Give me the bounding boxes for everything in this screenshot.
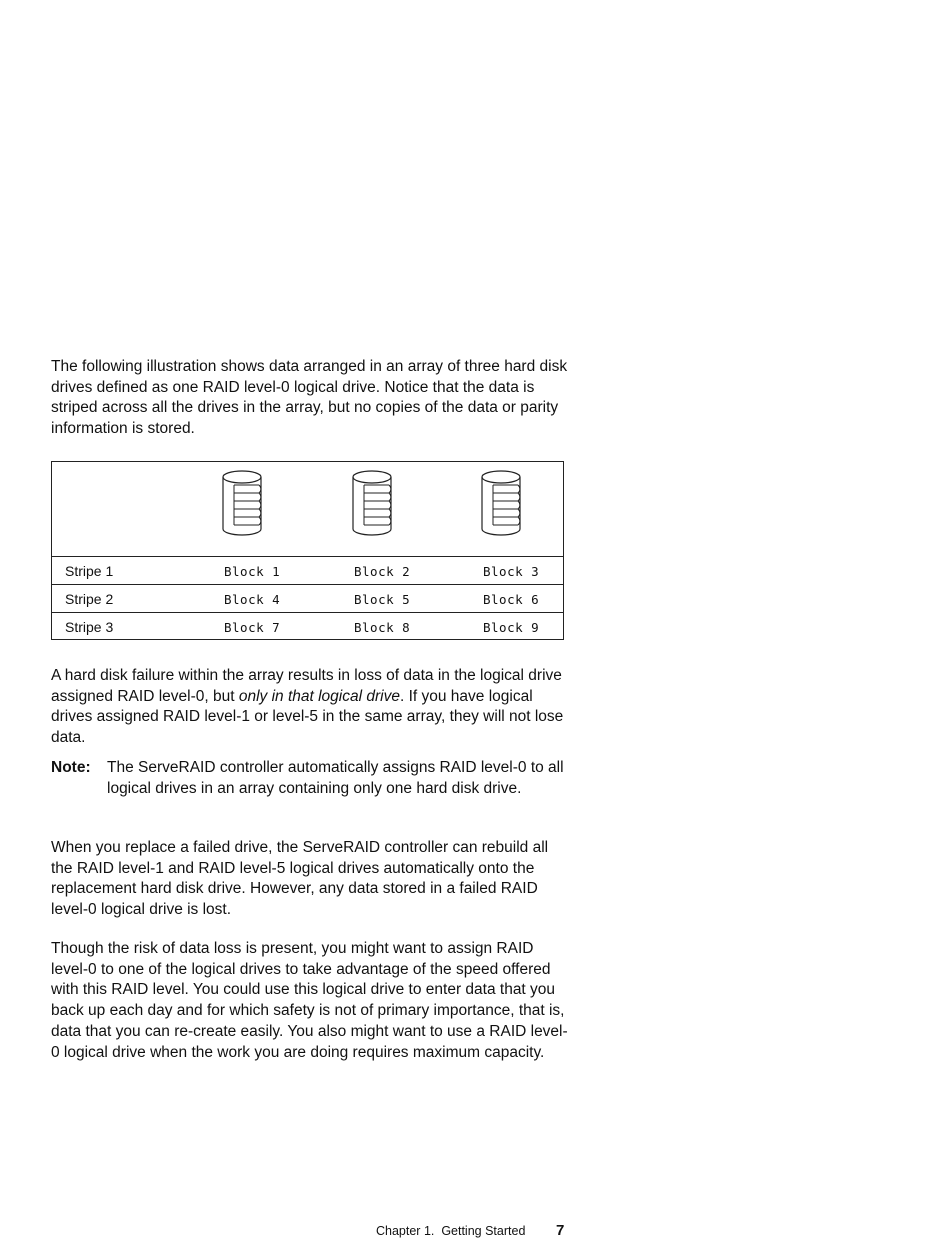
failure-paragraph (51, 666, 571, 749)
block-label: Block 9 (483, 620, 540, 635)
risk-paragraph: Though the risk of data loss is present, you might want to assign RAID level-0 to one of the logical drives to take advantage of the speed offered with this RAID level. You could use this logical drive to enter data that you back up each day and for which safety is not of primary importance, that is, data that you can re-create easily. You also might want to use a RAID level-0 logical drive when the work you are doing requires maximum capacity. (51, 940, 568, 1061)
failure-emphasis: only in that logical drive (238, 687, 400, 705)
block-label: Block 5 (354, 592, 411, 607)
chapter-footer: Chapter 1. Getting Started (376, 1224, 526, 1238)
note-text: The ServeRAID controller automatically assigns RAID level-0 to all logical drives in an array containing only one hard disk drive. (107, 759, 564, 797)
failure-text-end: . If you have logical drives assigned RAID level-1 or level-5 in the same array, they will not lose data. (51, 687, 564, 747)
block-label: Block 3 (483, 564, 540, 579)
stripe-label: Stripe 3 (65, 619, 114, 635)
failure-text-start: A hard disk failure within the array results in loss of data in the logical drive assigned RAID level-0, but (51, 667, 562, 705)
block-label: Block 2 (354, 564, 411, 579)
stripe-row (52, 585, 563, 613)
disk-row (52, 462, 563, 557)
block-label: Block 1 (224, 564, 281, 579)
block-label: Block 4 (224, 592, 281, 607)
note-label: Note: (51, 759, 91, 776)
stripe-row (52, 557, 563, 585)
hard-disk-icon (481, 469, 525, 539)
intro-paragraph: The following illustration shows data arranged in an array of three hard disk drives defined as one RAID level-0 logical drive. Notice that the data is striped across all the drives in the array, but no copies of the data or parity information is stored. (51, 358, 568, 438)
raid-0-striping-figure (51, 461, 564, 640)
block-label: Block 7 (224, 620, 281, 635)
stripe-label: Stripe 2 (65, 591, 114, 607)
hard-disk-icon (222, 469, 266, 539)
page-number: 7 (556, 1222, 565, 1239)
hard-disk-icon (352, 469, 396, 539)
stripe-row (52, 613, 563, 641)
block-label: Block 8 (354, 620, 411, 635)
note-block (51, 758, 581, 799)
block-label: Block 6 (483, 592, 540, 607)
stripe-label: Stripe 1 (65, 563, 114, 579)
replace-paragraph: When you replace a failed drive, the ServeRAID controller can rebuild all the RAID level-1 and RAID level-5 logical drives automatically onto the replacement hard disk drive. However, any data stored in a failed RAID level-0 logical drive is lost. (51, 839, 549, 919)
